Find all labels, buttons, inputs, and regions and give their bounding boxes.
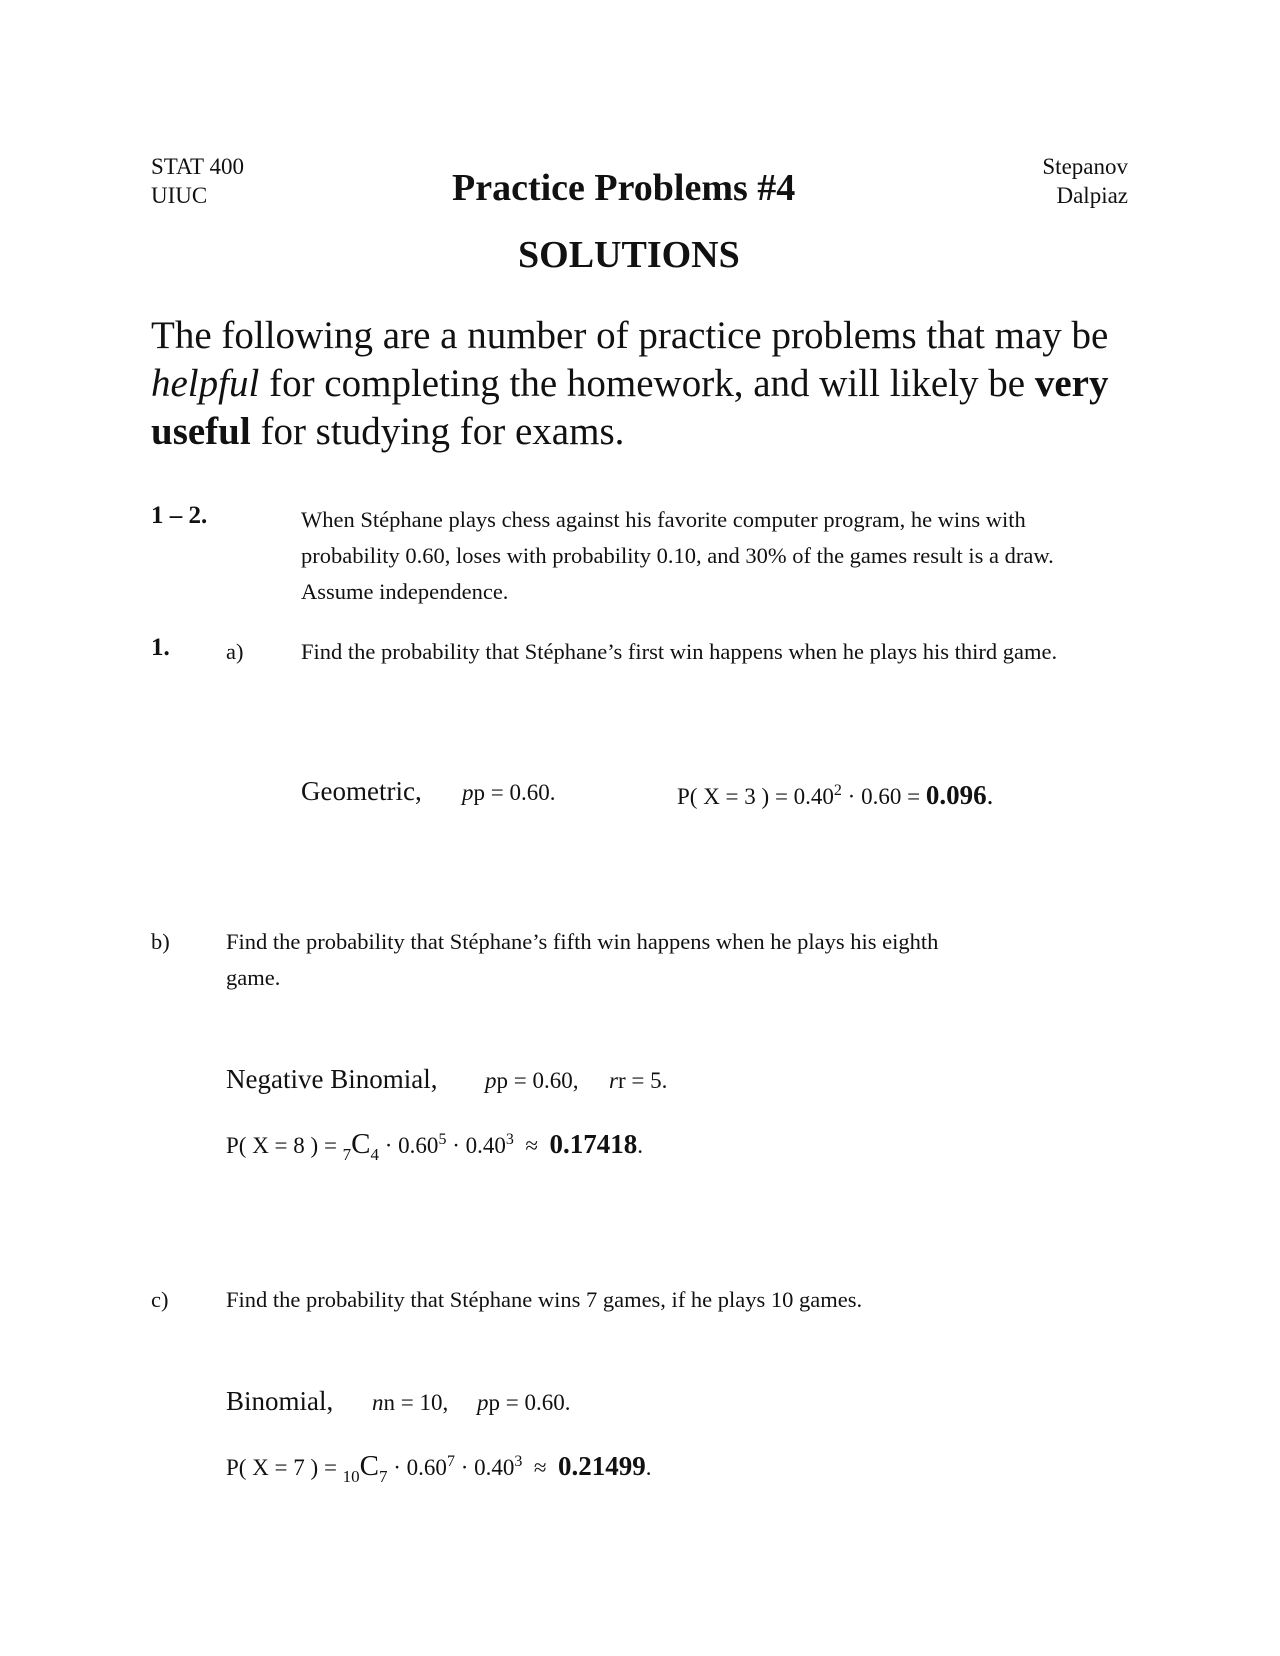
part-c-distribution: Binomial, — [226, 1386, 334, 1416]
part-b-exponent-1: 5 — [438, 1131, 447, 1148]
part-a-param-p: pp = 0.60. — [462, 780, 556, 805]
part-b-answer: 0.17418 — [549, 1129, 638, 1159]
part-b-param-p-text: p = 0.60, — [496, 1068, 579, 1093]
part-a-param-p-text: p = 0.60. — [473, 780, 556, 805]
part-b-question: Find the probability that Stéphane’s fifth win happens when he plays his eighth game. — [226, 929, 939, 990]
part-b-comb-n: 7 — [342, 1145, 352, 1164]
part-c-comb-k: 7 — [379, 1467, 388, 1486]
part-c-approx-symbol: ≈ — [533, 1455, 547, 1480]
part-a-exponent: 2 — [833, 782, 842, 799]
intro-text-3: for studying for exams. — [250, 410, 625, 453]
part-c-exponent-2: 3 — [514, 1453, 523, 1470]
part-b-formula-lhs: P( X = 8 ) = — [226, 1133, 337, 1158]
part-c-formula — [226, 1450, 652, 1486]
part-a-formula-lhs: P( X = 3 ) = 0.40 — [677, 784, 834, 809]
part-c-label: c) — [151, 1287, 169, 1312]
part-a-answer: 0.096 — [925, 780, 987, 810]
part-b-exponent-2: 3 — [505, 1131, 514, 1148]
part-b-approx-symbol: ≈ — [525, 1133, 538, 1158]
part-b-comb-symbol: C — [351, 1128, 371, 1160]
part-b-base-1: · 0.60 — [379, 1133, 439, 1158]
instructor-2: Dalpiaz — [1056, 183, 1128, 208]
part-b-period: . — [637, 1133, 643, 1158]
problem-range-number: 1 – 2. — [151, 502, 208, 529]
part-a-period: . — [986, 780, 994, 810]
part-c-exponent-1: 7 — [446, 1453, 455, 1470]
part-c-answer: 0.21499 — [557, 1451, 646, 1481]
part-c-param-p-text: p = 0.60. — [488, 1390, 571, 1415]
part-b-comb-k: 4 — [370, 1145, 380, 1164]
part-a-label: a) — [226, 639, 244, 664]
school-name: UIUC — [151, 183, 208, 208]
part-b-label: b) — [151, 929, 170, 954]
part-a-distribution: Geometric, — [301, 776, 422, 806]
part-a-formula — [677, 780, 993, 811]
part-c-param-n-text: n = 10, — [383, 1390, 449, 1415]
part-c-comb-n: 10 — [342, 1467, 360, 1486]
part-b-param-p: pp = 0.60, — [485, 1068, 579, 1093]
part-b-distribution: Negative Binomial, — [226, 1064, 438, 1094]
part-c-question: Find the probability that Stéphane wins 7 games, if he plays 10 games. — [226, 1287, 863, 1312]
intro-text-2: for completing the homework, and will likely be — [259, 362, 1035, 405]
part-c-param-p: pp = 0.60. — [477, 1390, 571, 1415]
part-c-period: . — [645, 1455, 652, 1480]
intro-emphasis: helpful — [151, 362, 260, 405]
part-a-question: Find the probability that Stéphane’s first win happens when he plays his third game. — [301, 639, 1058, 664]
part-b-param-r: rr = 5. — [609, 1068, 668, 1093]
page-subtitle: SOLUTIONS — [518, 234, 740, 276]
part-b-param-r-text: r = 5. — [617, 1068, 668, 1093]
part-b-base-2: · 0.40 — [446, 1133, 506, 1158]
instructor-1: Stepanov — [1042, 154, 1128, 179]
course-code: STAT 400 — [151, 154, 244, 179]
part-b-formula — [226, 1128, 643, 1164]
intro-strong: very useful — [151, 362, 1109, 453]
problem-number: 1. — [151, 634, 170, 661]
part-c-param-n: nn = 10, — [372, 1390, 449, 1415]
intro-paragraph — [151, 312, 1151, 456]
part-c-formula-lhs: P( X = 7 ) = — [226, 1455, 337, 1480]
intro-text-1: The following are a number of practice problems that may be — [151, 314, 1109, 357]
part-a-formula-rest: · 0.60 = — [841, 784, 921, 809]
part-c-base-2: · 0.40 — [454, 1455, 515, 1480]
page-title: Practice Problems #4 — [452, 167, 796, 209]
part-c-base-1: · 0.60 — [387, 1455, 447, 1480]
part-c-comb-symbol: C — [359, 1450, 380, 1482]
problem-setup-text: When Stéphane plays chess against his favorite computer program, he wins with probability 0.60, loses with probability 0.10, and 30% of the games result is a draw. Assume independence. — [301, 507, 1054, 604]
